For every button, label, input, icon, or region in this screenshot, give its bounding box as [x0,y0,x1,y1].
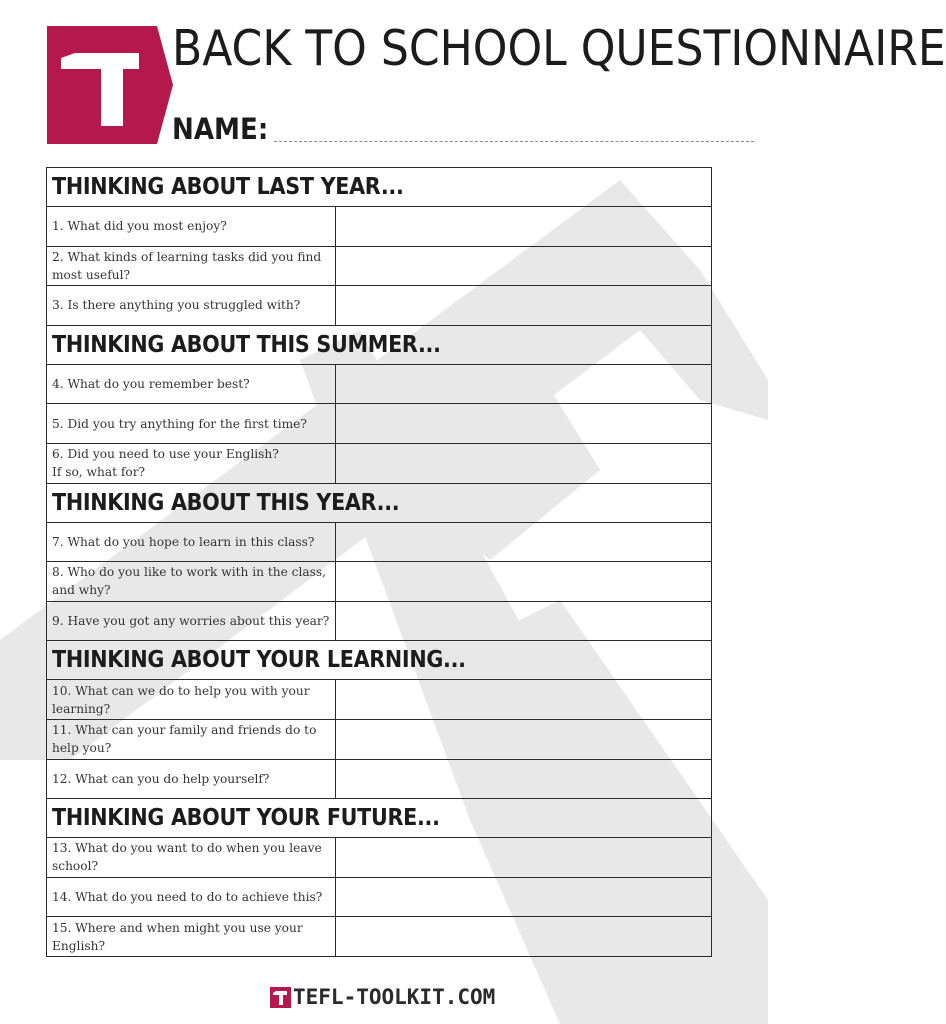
section-heading: THINKING ABOUT YOUR FUTURE... [47,799,712,838]
page-title: BACK TO SCHOOL QUESTIONNAIRE [172,20,946,77]
question-row [47,364,712,404]
question-row [47,246,712,286]
section-header-row [47,641,712,680]
answer-cell[interactable] [336,680,712,720]
tefl-toolkit-small-logo-icon [270,987,291,1008]
section-heading: THINKING ABOUT THIS YEAR... [47,483,712,522]
question-row [47,207,712,247]
question-text: 7. What do you hope to learn in this class? [47,522,336,562]
section-heading: THINKING ABOUT LAST YEAR... [47,168,712,207]
section-header-row [47,168,712,207]
answer-cell[interactable] [336,917,712,957]
question-row [47,759,712,799]
question-text: 9. Have you got any worries about this year? [47,601,336,641]
question-text: 4. What do you remember best? [47,364,336,404]
section-heading: THINKING ABOUT YOUR LEARNING... [47,641,712,680]
section-header-row [47,799,712,838]
question-row [47,838,712,878]
answer-cell[interactable] [336,759,712,799]
question-row [47,286,712,326]
question-row [47,917,712,957]
question-text: 5. Did you try anything for the first time? [47,404,336,444]
answer-cell[interactable] [336,562,712,602]
section-header-row [47,483,712,522]
footer [270,984,495,1010]
question-text: 15. Where and when might you use your English? [47,917,336,957]
question-row [47,562,712,602]
name-field[interactable] [172,108,742,148]
tefl-toolkit-logo-icon [47,26,173,144]
answer-cell[interactable] [336,364,712,404]
answer-cell[interactable] [336,601,712,641]
question-text: 2. What kinds of learning tasks did you find most useful? [47,246,336,286]
answer-cell[interactable] [336,207,712,247]
question-text: 12. What can you do help yourself? [47,759,336,799]
question-row [47,404,712,444]
name-input-line[interactable] [274,140,754,142]
question-text: 13. What do you want to do when you leave school? [47,838,336,878]
answer-cell[interactable] [336,719,712,759]
question-row [47,601,712,641]
question-text: 1. What did you most enjoy? [47,207,336,247]
question-text: 11. What can your family and friends do to help you? [47,719,336,759]
section-heading: THINKING ABOUT THIS SUMMER... [47,325,712,364]
footer-site-link[interactable]: TEFL-TOOLKIT.COM [293,985,496,1009]
questionnaire-table [46,167,712,957]
question-row [47,719,712,759]
answer-cell[interactable] [336,877,712,917]
answer-cell[interactable] [336,246,712,286]
answer-cell[interactable] [336,404,712,444]
answer-cell[interactable] [336,838,712,878]
name-label: NAME: [172,112,269,146]
question-text: 3. Is there anything you struggled with? [47,286,336,326]
answer-cell[interactable] [336,443,712,483]
question-text: 14. What do you need to do to achieve this? [47,877,336,917]
question-text: 10. What can we do to help you with your learning? [47,680,336,720]
question-text: 8. Who do you like to work with in the class, and why? [47,562,336,602]
question-row [47,877,712,917]
answer-cell[interactable] [336,522,712,562]
question-row [47,680,712,720]
question-text: 6. Did you need to use your English? If so, what for? [47,443,336,483]
question-row [47,443,712,483]
answer-cell[interactable] [336,286,712,326]
question-row [47,522,712,562]
section-header-row [47,325,712,364]
